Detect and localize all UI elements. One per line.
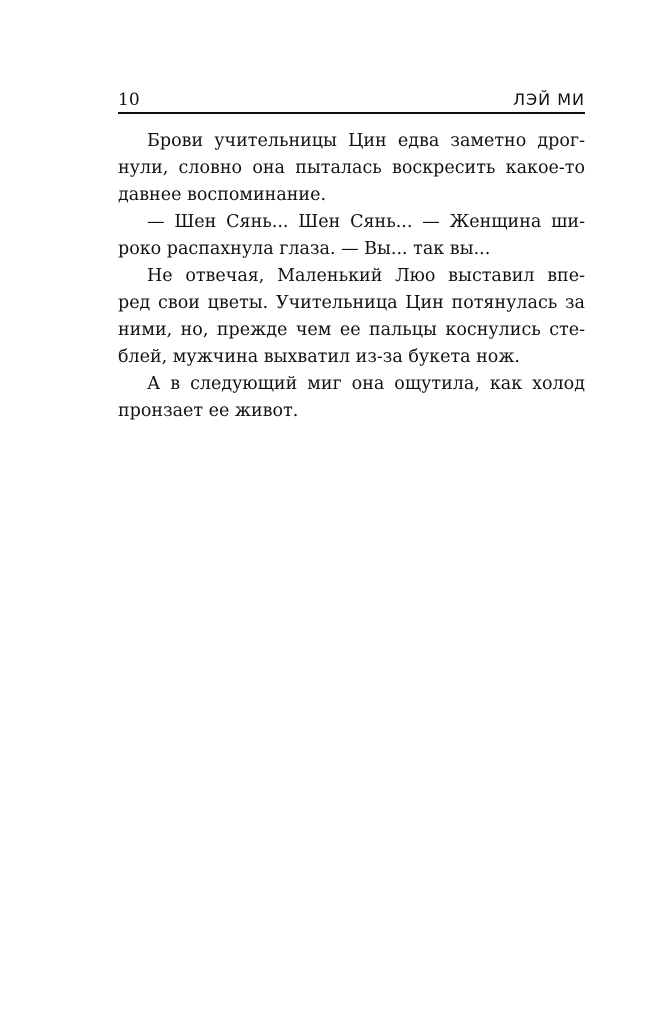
text-line: роко распахнула глаза. — Вы... так вы... <box>118 239 491 259</box>
text-line: нули, словно она пыталась воскресить какое-то <box>118 158 585 178</box>
running-head-author: ЛЭЙ МИ <box>512 90 585 109</box>
page-header <box>118 86 585 114</box>
text-line: ними, но, прежде чем ее пальцы коснулись сте- <box>118 320 585 340</box>
body-text <box>118 128 585 425</box>
text-line: — Шен Сянь... Шен Сянь... — Женщина ши- <box>147 212 585 232</box>
text-line: пронзает ее живот. <box>118 401 299 421</box>
text-line: Не отвечая, Маленький Люо выставил впе- <box>147 266 585 286</box>
text-line: ред свои цветы. Учительница Цин потянулась за <box>118 293 585 313</box>
text-line: давнее воспоминание. <box>118 185 327 205</box>
text-line: Брови учительницы Цин едва заметно дрог- <box>147 131 585 151</box>
text-line: блей, мужчина выхватил из-за букета нож. <box>118 347 520 367</box>
page-number: 10 <box>118 90 140 110</box>
text-line: А в следующий миг она ощутила, как холод <box>147 374 585 394</box>
